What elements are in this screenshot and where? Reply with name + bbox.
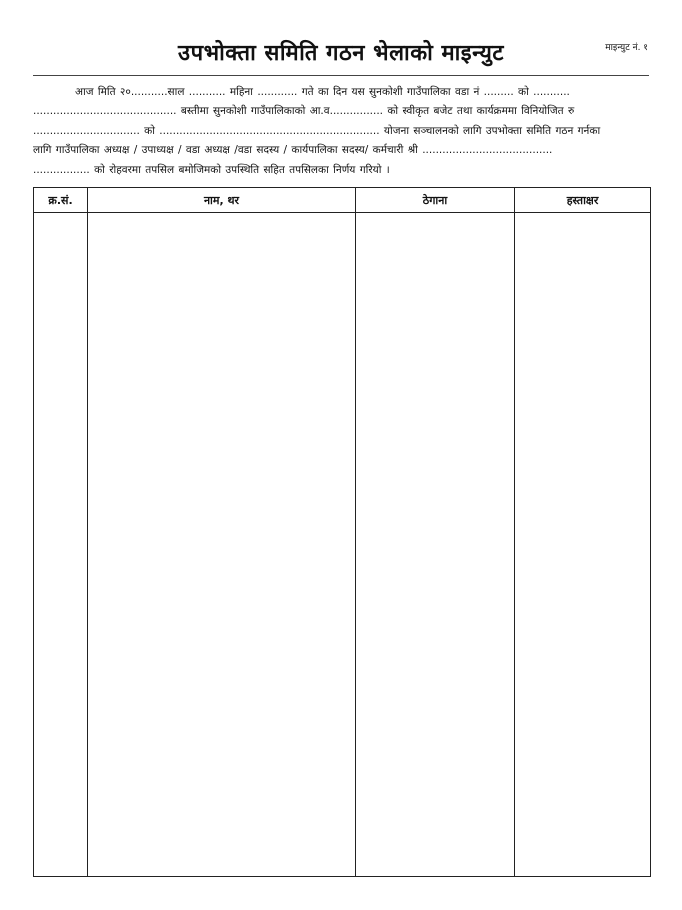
header-divider [33,75,649,76]
paragraph-line: ................................ को .................................................................. योजना सञ्चालनको लागि उपभोक्ता समिति गठन गर्नका [33,124,601,137]
column-header-serial: क्र.सं. [34,188,88,213]
page-title: उपभोक्ता समिति गठन भेलाको माइन्युट [178,41,504,66]
paragraph-line: आज मिति २०...........साल ........... महिना ............ गते का दिन यस सुनकोशी गाउँपालिका वडा नं ......... को ........... [75,86,570,98]
paragraph-line: ........................................... बस्तीमा सुनकोशी गाउँपालिकाको आ.व................ को स्वीकृत बजेट तथा कार्यक्रममा विनियोजित रु [33,105,575,118]
serial-cell[interactable] [34,213,88,877]
table-row [34,213,651,877]
paragraph-line: ................. को रोहवरमा तपसिल बमोजिमको उपस्थिति सहित तपसिलका निर्णय गरियो । [33,163,390,176]
minutes-paragraph [33,83,649,180]
paragraph-line: लागि गाउँपालिका अध्यक्ष / उपाध्यक्ष / वडा अध्यक्ष /वडा सदस्य / कार्यपालिका सदस्य/ कर्मचारी श्री ....................................... [33,144,553,157]
address-cell[interactable] [356,213,515,877]
signature-cell[interactable] [515,213,651,877]
column-header-address: ठेगाना [356,188,515,213]
column-header-name: नाम, थर [88,188,356,213]
name-cell[interactable] [88,213,356,877]
table-header-row [34,188,651,213]
minute-number: माइन्युट नं. १ [605,43,648,53]
attendance-table [33,187,651,877]
column-header-signature: हस्ताक्षर [515,188,651,213]
